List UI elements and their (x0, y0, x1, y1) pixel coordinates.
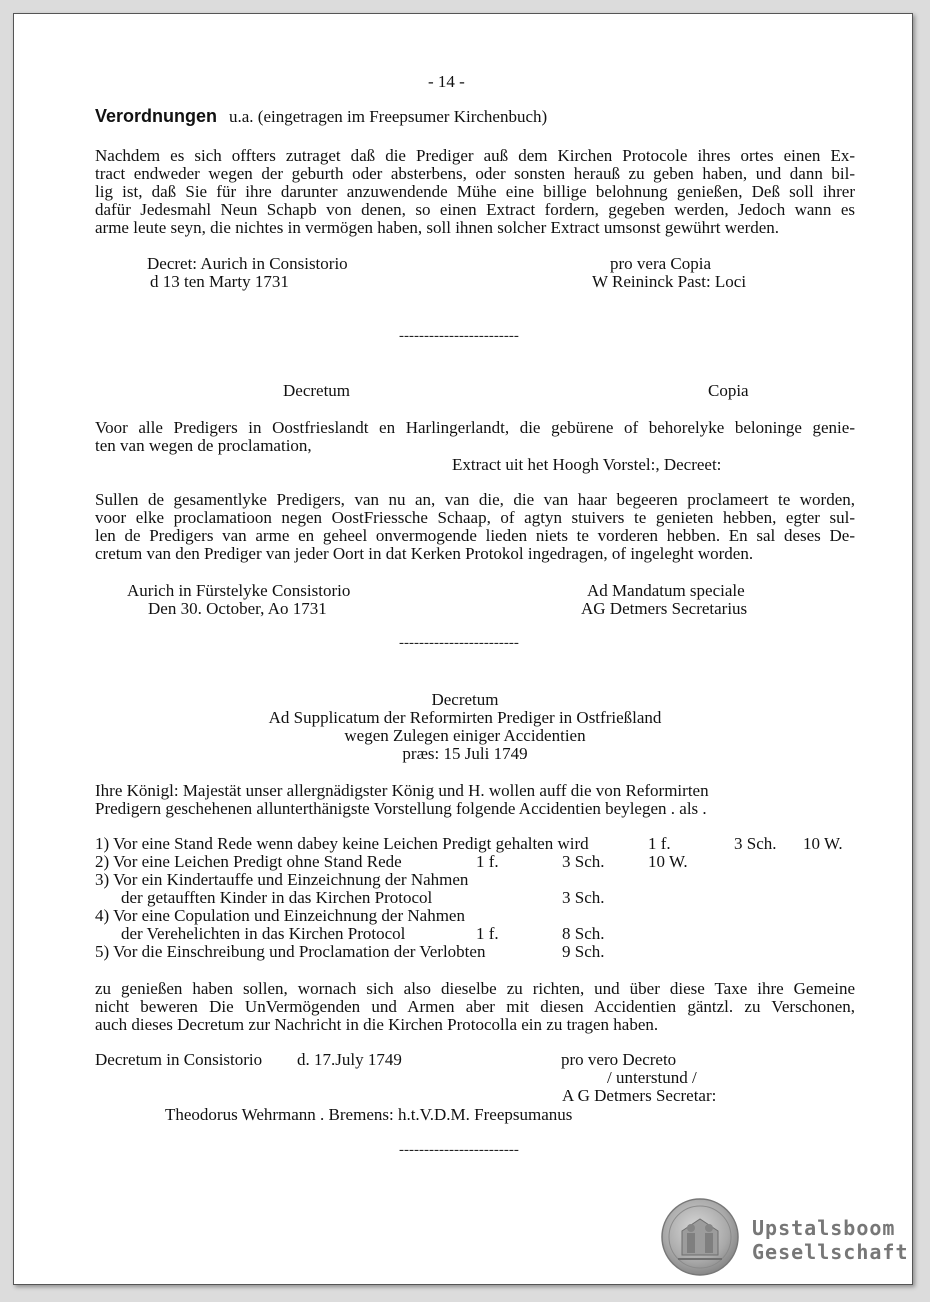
title-line: Ad Supplicatum der Reformirten Prediger in Ostfrießland (268, 708, 662, 727)
fee-item-5-sch: 9 Sch. (562, 942, 605, 961)
section-3-sign-left: Decretum in Consistorio (95, 1050, 263, 1069)
section-3-sign-date: d. 17.July 1749 (297, 1050, 402, 1069)
paragraph-line: ten van wegen de proclamation, (95, 436, 312, 455)
paragraph-line: voor elke proclamatioon negen OostFriessche Schaap, of agtyn stuivers te genieten hebben, egter sul- (95, 508, 855, 527)
section-2-sign-right-1: Ad Mandatum speciale (587, 581, 745, 600)
section-3-sign-right-2: / unterstund / (607, 1068, 697, 1087)
fee-item-4: 4) Vor eine Copulation und Einzeichnung der Nahmen (95, 906, 465, 925)
paragraph-line: cretum van den Prediger van jeder Oort in dat Kerken Protokol ingedragen, of ingeleght worden. (95, 544, 754, 563)
fee-item-3-sch: 3 Sch. (562, 888, 605, 907)
section-2-extract: Extract uit het Hoogh Vorstel:, Decreet: (452, 455, 722, 474)
section-1-sign-right-2: W Reininck Past: Loci (592, 272, 747, 291)
section-3-sign-right-3: A G Detmers Secretar: (562, 1086, 717, 1105)
logo-name-line-1: Upstalsboom (752, 1216, 896, 1240)
heading-subtitle: u.a. (eingetragen im Freepsumer Kirchenbuch) (229, 107, 548, 126)
section-2-body (95, 491, 855, 563)
fee-item-3-cont: der getaufften Kinder in das Kirchen Protocol (121, 888, 433, 907)
title-line: wegen Zulegen einiger Accidentien (344, 726, 586, 745)
separator: ------------------------ (399, 1142, 519, 1158)
section-1-sign-left-2: d 13 ten Marty 1731 (150, 272, 289, 291)
fee-item-4-sch: 8 Sch. (562, 924, 605, 943)
section-3-sign-right-1: pro vero Decreto (561, 1050, 677, 1069)
fee-item-2-f: 1 f. (476, 852, 499, 871)
section-3-intro-2: Predigern geschehenen allunterthänigste Vorstellung folgende Accidentien beylegen . als . (95, 799, 707, 818)
paragraph-line: dafür Jedesmahl Neun Schapb von denen, so einen Extract fordern, gegeben werden, Jedoch wann es (95, 200, 855, 219)
fee-item-5: 5) Vor die Einschreibung und Proclamation der Verlobten (95, 942, 486, 961)
paragraph-line: arme leute seyn, die nichtes in vermögen haben, soll ihnen solcher Extract umsonst gewührt werden. (95, 218, 780, 237)
fee-item-4-f: 1 f. (476, 924, 499, 943)
fee-item-2: 2) Vor eine Leichen Predigt ohne Stand Rede (95, 852, 402, 871)
paragraph-line: zu genießen haben sollen, wornach sich also dieselbe zu richten, und über diese Taxe ihre Gemeine (95, 979, 855, 998)
section-3-closing (95, 980, 855, 1034)
section-2-copia-label: Copia (708, 381, 749, 400)
fee-item-3: 3) Vor ein Kindertauffe und Einzeichnung der Nahmen (95, 870, 469, 889)
paragraph-line: len de Predigers van arme en geheel onvermogende lieden niets te vorderen hebben. En sal deses De- (95, 526, 855, 545)
title-line: præs: 15 Juli 1749 (402, 744, 528, 763)
fee-item-2-sch: 3 Sch. (562, 852, 605, 871)
section-2-sign-right-2: AG Detmers Secretarius (581, 599, 748, 618)
fee-item-1: 1) Vor eine Stand Rede wenn dabey keine Leichen Predigt gehalten wird (95, 834, 589, 853)
section-3-copyist: Theodorus Wehrmann . Bremens: h.t.V.D.M. Freepsumanus (165, 1105, 573, 1124)
section-3-intro-1: Ihre Königl: Majestät unser allergnädigster König und H. wollen auff die von Reformirten (95, 781, 709, 800)
section-2-sign-left-1: Aurich in Fürstelyke Consistorio (127, 581, 351, 600)
section-3-title (0, 691, 930, 763)
section-1-heading (95, 106, 547, 127)
section-2-intro (95, 419, 855, 455)
fee-item-2-w: 10 W. (648, 852, 688, 871)
heading-verordnungen: Verordnungen (95, 106, 218, 126)
section-2-sign-left-2: Den 30. October, Ao 1731 (148, 599, 327, 618)
section-2-decretum-label: Decretum (283, 381, 351, 400)
section-1-paragraph (95, 147, 855, 237)
fee-item-1-w: 10 W. (803, 834, 843, 853)
section-1-sign-left-1: Decret: Aurich in Consistorio (147, 254, 348, 273)
section-1-sign-right-1: pro vera Copia (610, 254, 712, 273)
title-line: Decretum (431, 690, 499, 709)
paragraph-line: nicht beweren Die UnVermögenden und Armen aber mit diesen Accidentien gäntzl. zu Verschonen, (95, 997, 855, 1016)
paragraph-line: lig ist, daß Sie für ihre darunter anzuwendende Mühe eine billige belohnung genießen, Deß soll ihrer (95, 182, 855, 201)
separator: ------------------------ (399, 635, 519, 651)
logo-name-line-2: Gesellschaft (752, 1240, 909, 1264)
seal-logo-icon (660, 1197, 740, 1277)
separator: ------------------------ (399, 328, 519, 344)
page-number: - 14 - (428, 72, 465, 91)
paragraph-line: Sullen de gesamentlyke Predigers, van nu an, van die, die van haar begeeren proclameert te worden, (95, 490, 855, 509)
paragraph-line: Voor alle Predigers in Oostfrieslandt en Harlingerlandt, die gebürene of behorelyke beloninge genie- (95, 418, 855, 437)
fee-item-1-sch: 3 Sch. (734, 834, 777, 853)
paragraph-line: tract endweder wegen der geburth oder absterbens, oder sonsten herauß zu geben haben, und dann bil- (95, 164, 855, 183)
paragraph-line: auch dieses Decretum zur Nachricht in die Kirchen Protocolla ein zu tragen haben. (95, 1015, 659, 1034)
fee-item-1-f: 1 f. (648, 834, 671, 853)
fee-item-4-cont: der Verehelichten in das Kirchen Protocol (121, 924, 406, 943)
paragraph-line: Nachdem es sich offters zutraget daß die Prediger auß dem Kirchen Protocole ihres ortes einen Ex- (95, 146, 855, 165)
